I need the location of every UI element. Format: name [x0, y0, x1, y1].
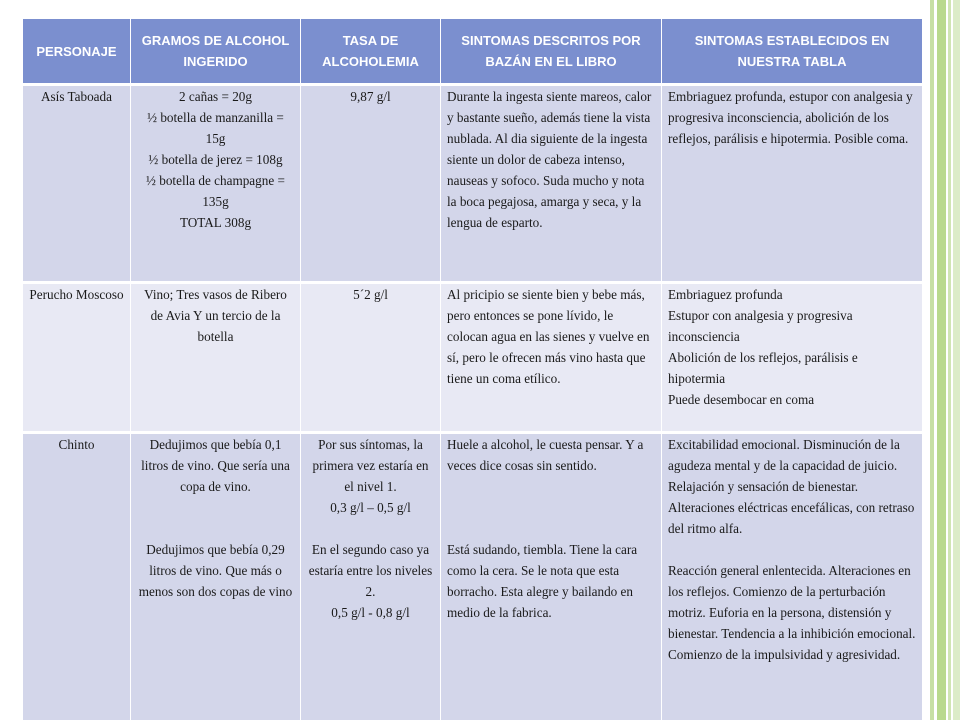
- tasa-range: 0,5 g/l - 0,8 g/l: [331, 605, 410, 620]
- top-margin: [0, 0, 930, 14]
- header-sintomas-tabla: SINTOMAS ESTABLECIDOS EN NUESTRA TABLA: [662, 19, 923, 85]
- header-sintomas-bazan: SINTOMAS DESCRITOS POR BAZÁN EN EL LIBRO: [441, 19, 662, 85]
- table-header-row: [23, 19, 923, 85]
- cell-personaje: Perucho Moscoso: [23, 283, 131, 433]
- gramos-line: ½ botella de manzanilla = 15g: [147, 110, 284, 146]
- cell-sintomas-bazan: [441, 433, 662, 720]
- gramos-total: TOTAL 308g: [179, 215, 252, 230]
- cell-sintomas-tabla: [662, 433, 923, 720]
- cell-personaje: Asís Taboada: [23, 85, 131, 283]
- sintoma-line: Abolición de los reflejos, parálisis e hipotermia: [668, 350, 858, 386]
- tasa-range: 0,3 g/l – 0,5 g/l: [330, 500, 411, 515]
- cell-personaje: Chinto: [23, 433, 131, 720]
- decorative-stripe: [953, 0, 960, 720]
- table-row: [23, 433, 923, 720]
- alcohol-symptoms-table: [22, 18, 923, 720]
- tasa-paragraph: Por sus síntomas, la primera vez estaría en el nivel 1.: [312, 437, 429, 494]
- header-gramos: GRAMOS DE ALCOHOL INGERIDO: [131, 19, 301, 85]
- decorative-stripe: [930, 0, 934, 720]
- gramos-line: ½ botella de champagne = 135g: [146, 173, 285, 209]
- sintoma-paragraph: Excitabilidad emocional. Disminución de la agudeza mental y de la capacidad de juicio. Relajación y sensación de bienestar. Alteraciones eléctricas encefálicas, con retraso del ritmo alfa.: [668, 437, 915, 536]
- decorative-stripe: [948, 0, 951, 720]
- sintoma-paragraph: Está sudando, tiembla. Tiene la cara como la cera. Se le nota que esta borracho. Esta alegre y bailando en medio de la fabrica.: [447, 542, 638, 620]
- gramos-line: 2 cañas = 20g: [179, 89, 252, 104]
- cell-tasa: 9,87 g/l: [301, 85, 441, 283]
- cell-tasa: 5´2 g/l: [301, 283, 441, 433]
- sintoma-line: Embriaguez profunda: [668, 287, 783, 302]
- cell-gramos: [131, 433, 301, 720]
- sintoma-paragraph: Huele a alcohol, le cuesta pensar. Y a veces dice cosas sin sentido.: [447, 437, 644, 473]
- cell-sintomas-bazan: Al pricipio se siente bien y bebe más, pero entonces se pone lívido, le colocan agua en las sienes y vuelve en sí, pero le ofrecen más vino hasta que tiene un coma etílico.: [441, 283, 662, 433]
- sintoma-line: Estupor con analgesia y progresiva inconsciencia: [668, 308, 853, 344]
- cell-gramos: Vino; Tres vasos de Ribero de Avia Y un tercio de la botella: [131, 283, 301, 433]
- header-tasa: TASA DE ALCOHOLEMIA: [301, 19, 441, 85]
- sintoma-line: Puede desembocar en coma: [668, 392, 815, 407]
- cell-sintomas-tabla: [662, 283, 923, 433]
- gramos-paragraph: Dedujimos que bebía 0,29 litros de vino. Que más o menos son dos copas de vino: [138, 542, 293, 599]
- cell-sintomas-tabla: Embriaguez profunda, estupor con analgesia y progresiva inconsciencia, abolición de los reflejos, parálisis e hipotermia. Posible coma.: [662, 85, 923, 283]
- cell-tasa: [301, 433, 441, 720]
- gramos-paragraph: Dedujimos que bebía 0,1 litros de vino. Que sería una copa de vino.: [141, 437, 290, 494]
- gramos-line: ½ botella de jerez = 108g: [148, 152, 283, 167]
- table-row: [23, 283, 923, 433]
- table-row: [23, 85, 923, 283]
- cell-sintomas-bazan: Durante la ingesta siente mareos, calor y bastante sueño, además tiene la vista nublada. Al dia siguiente de la ingesta siente un dolor de cabeza intenso, nauseas y sofoco. Suda mucho y nota la boca pegajosa, amarga y seca, y la lengua de esparto.: [441, 85, 662, 283]
- sintoma-paragraph: Reacción general enlentecida. Alteraciones en los reflejos. Comienzo de la perturbación motriz. Euforia en la persona, distensión y bienestar. Tendencia a la inhibición emocional. Comienzo de la impulsividad y agresividad.: [668, 563, 916, 662]
- header-personaje: PERSONAJE: [23, 19, 131, 85]
- tasa-paragraph: En el segundo caso ya estaría entre los niveles 2.: [308, 542, 433, 599]
- cell-gramos: [131, 85, 301, 283]
- decorative-stripe: [937, 0, 946, 720]
